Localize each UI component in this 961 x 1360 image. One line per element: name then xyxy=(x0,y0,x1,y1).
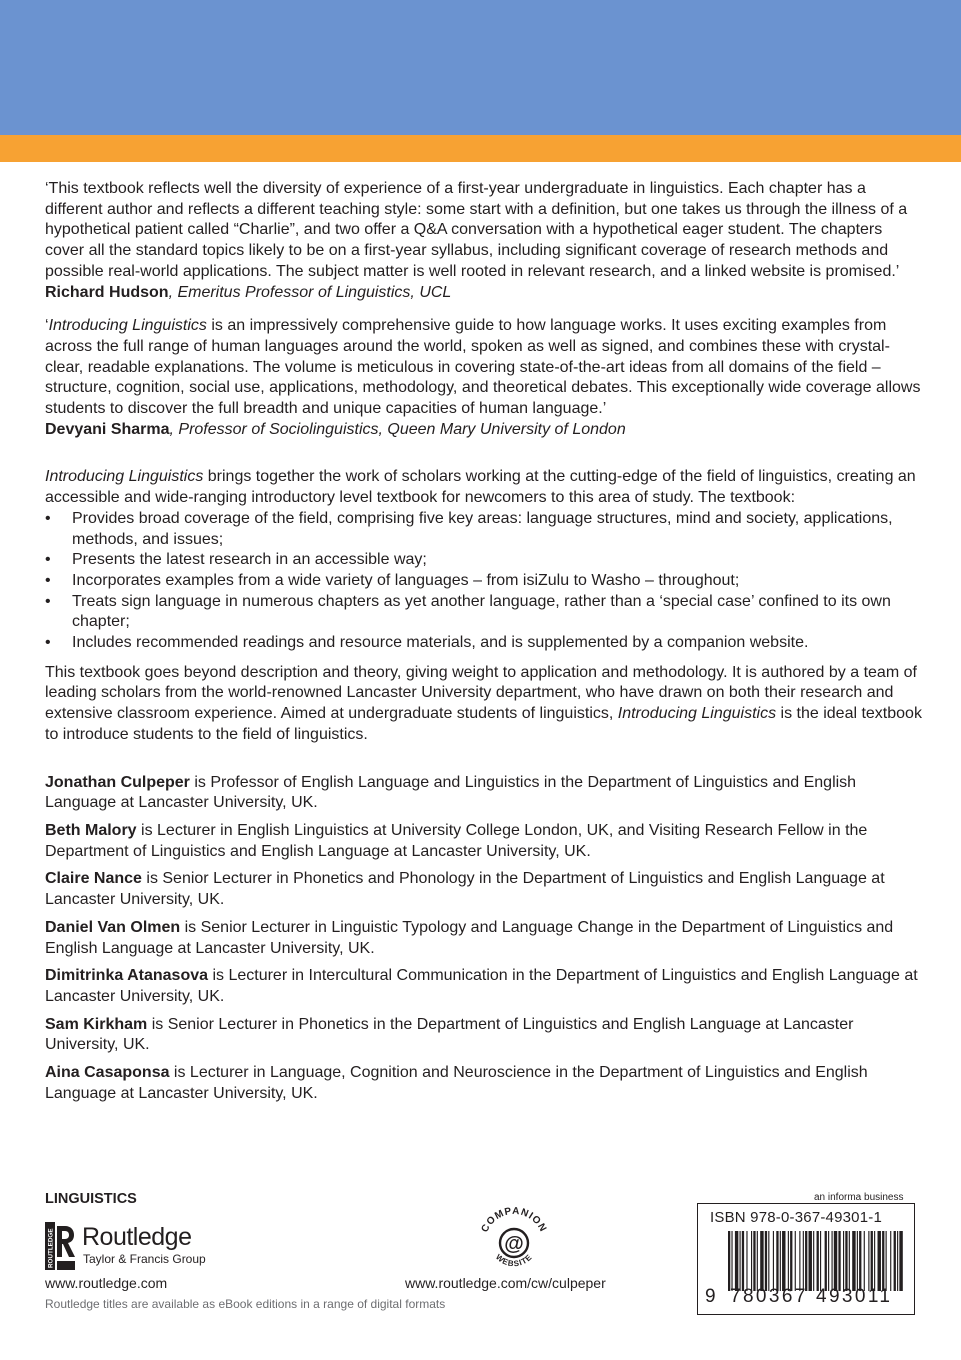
intro-text: brings together the work of scholars working at the cutting-edge of the field of linguistics, creating an accessible and wide-ranging introductory level textbook for newcomers to this area of study. The textbook: xyxy=(45,468,916,507)
routledge-logo-icon xyxy=(45,1222,75,1270)
author-name: Aina Casaponsa xyxy=(45,1064,170,1082)
publisher-group: Taylor & Francis Group xyxy=(83,1252,206,1266)
review-quote-hudson: ‘This textbook reflects well the diversity of experience of a first-year undergraduate in linguistics. Each chapter has a different author and reflects a different teaching style: some start with a definition, but one takes us through the illness of a hypothetical patient called “Charlie”, and two offer a Q&A conversation with a hypothetical eager student. The chapters cover all the standard topics likely to be on a first-year syllabus, including significant coverage of research methods and possible real-world applications. The subject matter is well rooted in relevant research, and a linked website is promised.’ xyxy=(45,180,908,280)
barcode-digits-right: 493011 xyxy=(816,1286,893,1307)
ebook-note: Routledge titles are available as eBook editions in a range of digital formats xyxy=(45,1297,446,1311)
author-bio xyxy=(45,1015,925,1056)
review-quote-sharma xyxy=(45,316,925,420)
author-bio xyxy=(45,869,925,910)
routledge-logo-vertical-text: ROUTLEDGE xyxy=(47,1228,55,1268)
author-name: Claire Nance xyxy=(45,870,142,888)
author-description: is Lecturer in Intercultural Communication in the Department of Linguistics and English Language at Lancaster University, UK. xyxy=(45,967,918,1005)
publisher-url: www.routledge.com xyxy=(45,1275,168,1291)
author-name: Sam Kirkham xyxy=(45,1015,148,1033)
author-bio xyxy=(45,966,925,1007)
author-name: Daniel Van Olmen xyxy=(45,918,181,936)
book-title: Introducing Linguistics xyxy=(45,468,204,486)
book-description xyxy=(45,467,925,508)
author-bio xyxy=(45,773,925,814)
companion-website-url: www.routledge.com/cw/culpeper xyxy=(405,1275,606,1291)
isbn-barcode xyxy=(697,1203,915,1315)
barcode-bars-icon xyxy=(728,1231,904,1291)
author-description: is Senior Lecturer in Linguistic Typology and Language Change in the Department of Linguistics and English Language at Lancaster University, UK. xyxy=(45,918,894,957)
closing-text: This textbook goes beyond description and theory, giving weight to application and methodology. It is authored by a team of leading scholars from the world-renowned Lancaster University department, who have drawn on both their research and extensive classroom experience. Aimed at undergraduate students of linguistics, xyxy=(45,663,917,723)
publisher-name: Routledge xyxy=(82,1223,192,1251)
companion-label-top: COMPANION xyxy=(479,1205,549,1235)
author-bio xyxy=(45,1063,925,1104)
reviewer-role: , Professor of Sociolinguistics, Queen Mary University of London xyxy=(169,420,626,438)
list-item: • Treats sign language in numerous chapters as yet another language, rather than a ‘special case’ confined to its own chapter; xyxy=(45,592,925,633)
reviewer-role: , Emeritus Professor of Linguistics, UCL xyxy=(168,283,452,301)
companion-label-bottom: WEBSITE xyxy=(493,1252,535,1269)
list-item: • Presents the latest research in an accessible way; xyxy=(45,550,925,571)
author-description: is Senior Lecturer in Phonetics in the Department of Linguistics and English Language at Lancaster University, UK. xyxy=(45,1015,854,1054)
review-attribution-sharma xyxy=(45,420,925,441)
cover-accent-band xyxy=(0,135,961,162)
quote-text: is an impressively comprehensive guide to how language works. It uses exciting examples from across the full range of human languages around the world, spoken as well as signed, and combines these with crystal-clear, readable explanations. The volume is meticulous in covering state-of-the-art ideas from all domains of the field – structure, cognition, social use, applications, methodology, and theoretical debates. This exceptionally wide coverage allows students to discover the full breadth and unique capacities of human language.’ xyxy=(45,317,921,418)
author-name: Dimitrinka Atanasova xyxy=(45,967,209,985)
review-attribution-hudson xyxy=(45,283,925,304)
author-name: Beth Malory xyxy=(45,821,137,839)
cover-top-band xyxy=(0,0,961,135)
book-title: Introducing Linguistics xyxy=(48,317,207,335)
author-description: is Lecturer in English Linguistics at University College London, UK, and Visiting Research Fellow in the Department of Linguistics and English Language at Lancaster University, UK. xyxy=(45,821,868,860)
closing-text-end: is the ideal textbook to introduce students to the field of linguistics. xyxy=(45,705,922,743)
list-item: • Includes recommended readings and resource materials, and is supplemented by a companion website. xyxy=(45,633,925,654)
isbn-number: ISBN 978-0-367-49301-1 xyxy=(710,1209,883,1226)
companion-website-badge-icon xyxy=(475,1203,553,1275)
author-name: Jonathan Culpeper xyxy=(45,773,190,791)
back-cover-text xyxy=(45,179,925,1111)
barcode-lead-digit: 9 xyxy=(705,1286,716,1307)
author-bios xyxy=(45,773,925,1105)
author-bio xyxy=(45,821,925,862)
subject-category: LINGUISTICS xyxy=(45,1191,137,1207)
feature-list xyxy=(45,509,925,654)
reviewer-name: Richard Hudson xyxy=(45,283,169,301)
quote-mark: ‘ xyxy=(45,317,49,335)
informa-business-label: an informa business xyxy=(814,1192,904,1203)
book-title: Introducing Linguistics xyxy=(617,705,777,723)
author-description: is Senior Lecturer in Phonetics and Phonology in the Department of Linguistics and English Language at Lancaster University, UK. xyxy=(45,870,885,909)
author-bio xyxy=(45,918,925,959)
author-description: is Lecturer in Language, Cognition and Neuroscience in the Department of Linguistics and English Language at Lancaster University, UK. xyxy=(45,1064,868,1102)
barcode-digits-left: 780367 xyxy=(730,1286,808,1307)
list-item: • Provides broad coverage of the field, comprising five key areas: language structures, mind and society, applications, methods, and issues; xyxy=(45,509,925,550)
closing-paragraph xyxy=(45,663,925,746)
list-item: • Incorporates examples from a wide variety of languages – from isiZulu to Washo – throughout; xyxy=(45,571,925,592)
at-symbol: @ xyxy=(504,1233,524,1255)
author-description: is Professor of English Language and Linguistics in the Department of Linguistics and English Language at Lancaster University, UK. xyxy=(45,773,857,812)
reviewer-name: Devyani Sharma xyxy=(45,420,170,438)
